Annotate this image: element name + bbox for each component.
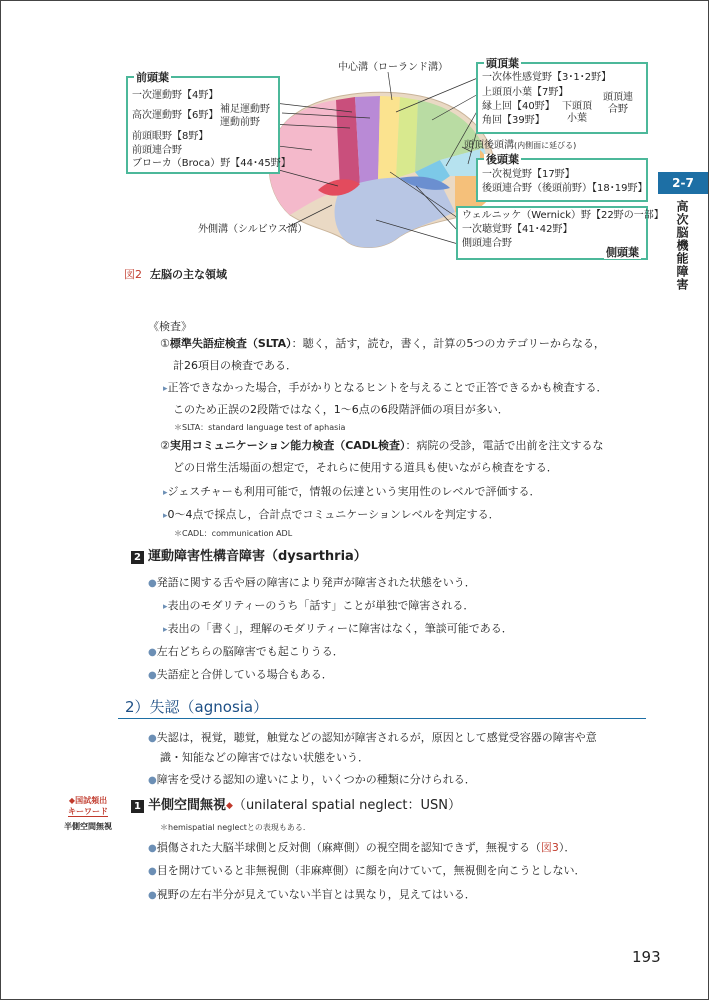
usn-b1-end: ）． [558, 841, 576, 854]
frontal-association-area: 前頭連合野 [132, 145, 182, 156]
temporal-association-area: 側頭連合野 [462, 238, 512, 249]
dysarthria-b2-text: 左右どちらの脳障害でも起こりうる． [156, 645, 344, 658]
supramarginal-gyrus: 縁上回【40野】 [482, 101, 555, 112]
exam-item1 [160, 337, 605, 351]
item2-sub1-text: ジェスチャーも利用可能で，情報の伝達という実用性のレベルで評価する． [167, 485, 541, 498]
wernicke-area: ウェルニッケ（Wernick）野【22野の一部】 [462, 210, 664, 221]
dysarthria-sub1-text: 表出のモダリティーのうち「話す」ことが単独で障害される． [167, 599, 475, 612]
primary-motor-area: 一次運動野【4野】 [132, 90, 219, 101]
cadl-note: ＊CADL：communication ADL [174, 529, 293, 538]
item2-title: 実用コミュニケーション能力検査（CADL検査） [169, 439, 406, 452]
figure-reference-link[interactable]: 図3 [540, 841, 559, 854]
dysarthria-heading [131, 550, 367, 564]
keyword-label-1: ◆国試頻出 [68, 796, 108, 805]
premotor-area: 運動前野 [220, 117, 260, 128]
page-number: 193 [632, 948, 661, 966]
item2-text: ：病院の受診，電話で出前を注文するな [405, 439, 604, 452]
chapter-title: 高次脳機能障害 [675, 200, 689, 291]
bullet-icon: ● [148, 578, 157, 589]
dysarthria-b3-text: 失語症と合併している場合もある． [156, 668, 333, 681]
angular-gyrus: 角回【39野】 [482, 115, 545, 126]
parietal-association-area: 頭頂連合野 [603, 92, 633, 115]
sub-arrow-icon: ▸ [163, 602, 168, 612]
parietooccipital-note: (内側面に延びる) [514, 141, 577, 150]
dysarthria-sub1 [163, 599, 474, 614]
bullet-icon: ● [148, 670, 157, 681]
agnosia-heading: 2）失認（agnosia） [125, 698, 269, 716]
exam-item1-sub1 [163, 381, 608, 396]
usn-b1-text: 損傷された大脳半球側と反対側（麻痺側）の視空間を認知できず，無視する（ [156, 841, 541, 854]
bullet-icon: ● [148, 647, 157, 658]
usn-b3-text: 視野の左右半分が見えていない半盲とは異なり，見えてはいる． [156, 888, 476, 901]
bullet-icon: ● [148, 866, 157, 877]
parietooccipital-text: 頭頂後頭溝 [464, 140, 514, 151]
exam-item2-sub2 [163, 508, 500, 523]
lateral-sulcus-label: 外側溝（シルビウス溝） [198, 224, 308, 235]
dysarthria-bullet1 [148, 576, 476, 591]
item2-sub2-text: 0～4点で採点し，合計点でコミュニケーションレベルを判定する． [167, 508, 500, 521]
agnosia-b1-text: 失認は，視覚，聴覚，触覚などの認知が障害されるが，原因として感覚受容器の障害や意 [156, 731, 597, 744]
agnosia-b2-text: 障害を受ける認知の違いにより，いくつかの種類に分けられる． [156, 773, 476, 786]
frontal-lobe-title: 前頭葉 [136, 71, 169, 84]
usn-heading [131, 799, 461, 813]
figure-caption [124, 266, 227, 282]
keyword-term: 半側空間無視 [64, 822, 112, 831]
sub-arrow-icon: ▸ [163, 384, 168, 394]
usn-note: ＊hemispatial neglectとの表現もある． [160, 823, 311, 832]
figure-number: 図2 [124, 268, 142, 281]
occipital-lobe-title: 後頭葉 [486, 153, 519, 166]
agnosia-bullet2 [148, 773, 476, 788]
figure-title: 左脳の主な領域 [150, 268, 227, 281]
exam-item2-line2: どの日常生活場面の想定で，それらに使用する道具も使いながら検査をする． [173, 461, 558, 474]
superior-parietal-lobule: 上頭頂小葉【7野】 [482, 87, 569, 98]
usn-b2-text: 目を開けていると非無視側（非麻痺側）に顔を向けていて，無視側を向こうとしない． [156, 864, 586, 877]
keyword-label-2: キーワード [68, 807, 108, 816]
inferior-parietal-lobule: 下頭頂小葉 [562, 101, 592, 124]
exam-item2 [160, 439, 603, 453]
sub-arrow-icon: ▸ [163, 625, 168, 635]
slta-note: ＊SLTA：standard language test of aphasia [174, 423, 346, 432]
section-number: 1 [131, 800, 144, 813]
central-sulcus-label: 中心溝（ローランド溝） [338, 62, 448, 73]
occipital-association-area: 後頭連合野（後頭前野）【18･19野】 [482, 183, 648, 194]
exam-heading: 《検査》 [148, 320, 192, 333]
usn-title-en: （unilateral spatial neglect：USN） [232, 798, 462, 813]
exam-item2-sub1 [163, 485, 541, 500]
usn-bullet2 [148, 864, 586, 879]
dysarthria-b1-text: 発語に関する舌や唇の障害により発声が障害された状態をいう． [156, 576, 476, 589]
dysarthria-bullet2 [148, 645, 344, 660]
primary-auditory-area: 一次聴覚野【41･42野】 [462, 224, 573, 235]
sub-arrow-icon: ▸ [163, 511, 168, 521]
item2-number: ② [160, 439, 170, 452]
item1-sub1-text: 正答できなかった場合，手がかりとなるヒントを与えることで正答できるかも検査する． [167, 381, 608, 394]
item1-number: ① [160, 337, 170, 350]
primary-somatosensory-area: 一次体性感覚野【3･1･2野】 [482, 72, 612, 83]
dysarthria-sub2-text: 表出の「書く」，理解のモダリティーに障害はなく，筆談可能である． [167, 622, 513, 635]
exam-keyword-box [56, 795, 120, 832]
agnosia-bullet1-line2: 識・知能などの障害ではない状態をいう． [160, 751, 369, 764]
usn-bullet1 [148, 841, 575, 856]
temporal-lobe-title: 側頭葉 [606, 246, 639, 259]
item1-text: ：聴く，話す，読む，書く，計算の5つのカテゴリーからなる， [291, 337, 605, 350]
chapter-tab: 2-7 [658, 172, 708, 194]
keyword-star-icon: ◆ [226, 801, 233, 811]
agnosia-bullet1 [148, 731, 597, 746]
parietooccipital-sulcus-label [464, 140, 576, 152]
bullet-icon: ● [148, 890, 157, 901]
usn-title: 半側空間無視 [148, 798, 227, 813]
sub-arrow-icon: ▸ [163, 488, 168, 498]
usn-bullet3 [148, 888, 476, 903]
primary-visual-area: 一次視覚野【17野】 [482, 169, 575, 180]
item1-title: 標準失語症検査（SLTA） [169, 337, 292, 350]
dysarthria-sub2 [163, 622, 513, 637]
heading-divider [118, 718, 646, 719]
supplementary-motor-area: 補足運動野 [220, 104, 270, 115]
higher-motor-area: 高次運動野【6野】 [132, 110, 219, 121]
parietal-lobe-title: 頭頂葉 [486, 57, 519, 70]
bullet-icon: ● [148, 775, 157, 786]
bullet-icon: ● [148, 843, 157, 854]
exam-item1-line2: 計26項目の検査である． [173, 359, 297, 372]
bullet-icon: ● [148, 733, 157, 744]
section-number: 2 [131, 551, 144, 564]
dysarthria-bullet3 [148, 668, 333, 683]
broca-area: ブローカ（Broca）野【44･45野】 [132, 158, 291, 169]
frontal-eye-field: 前頭眼野【8野】 [132, 131, 209, 142]
exam-item1-sub1-line2: このため正誤の2段階ではなく，1～6点の6段階評価の項目が多い． [173, 403, 509, 416]
dysarthria-title: 運動障害性構音障害（dysarthria） [148, 549, 367, 564]
